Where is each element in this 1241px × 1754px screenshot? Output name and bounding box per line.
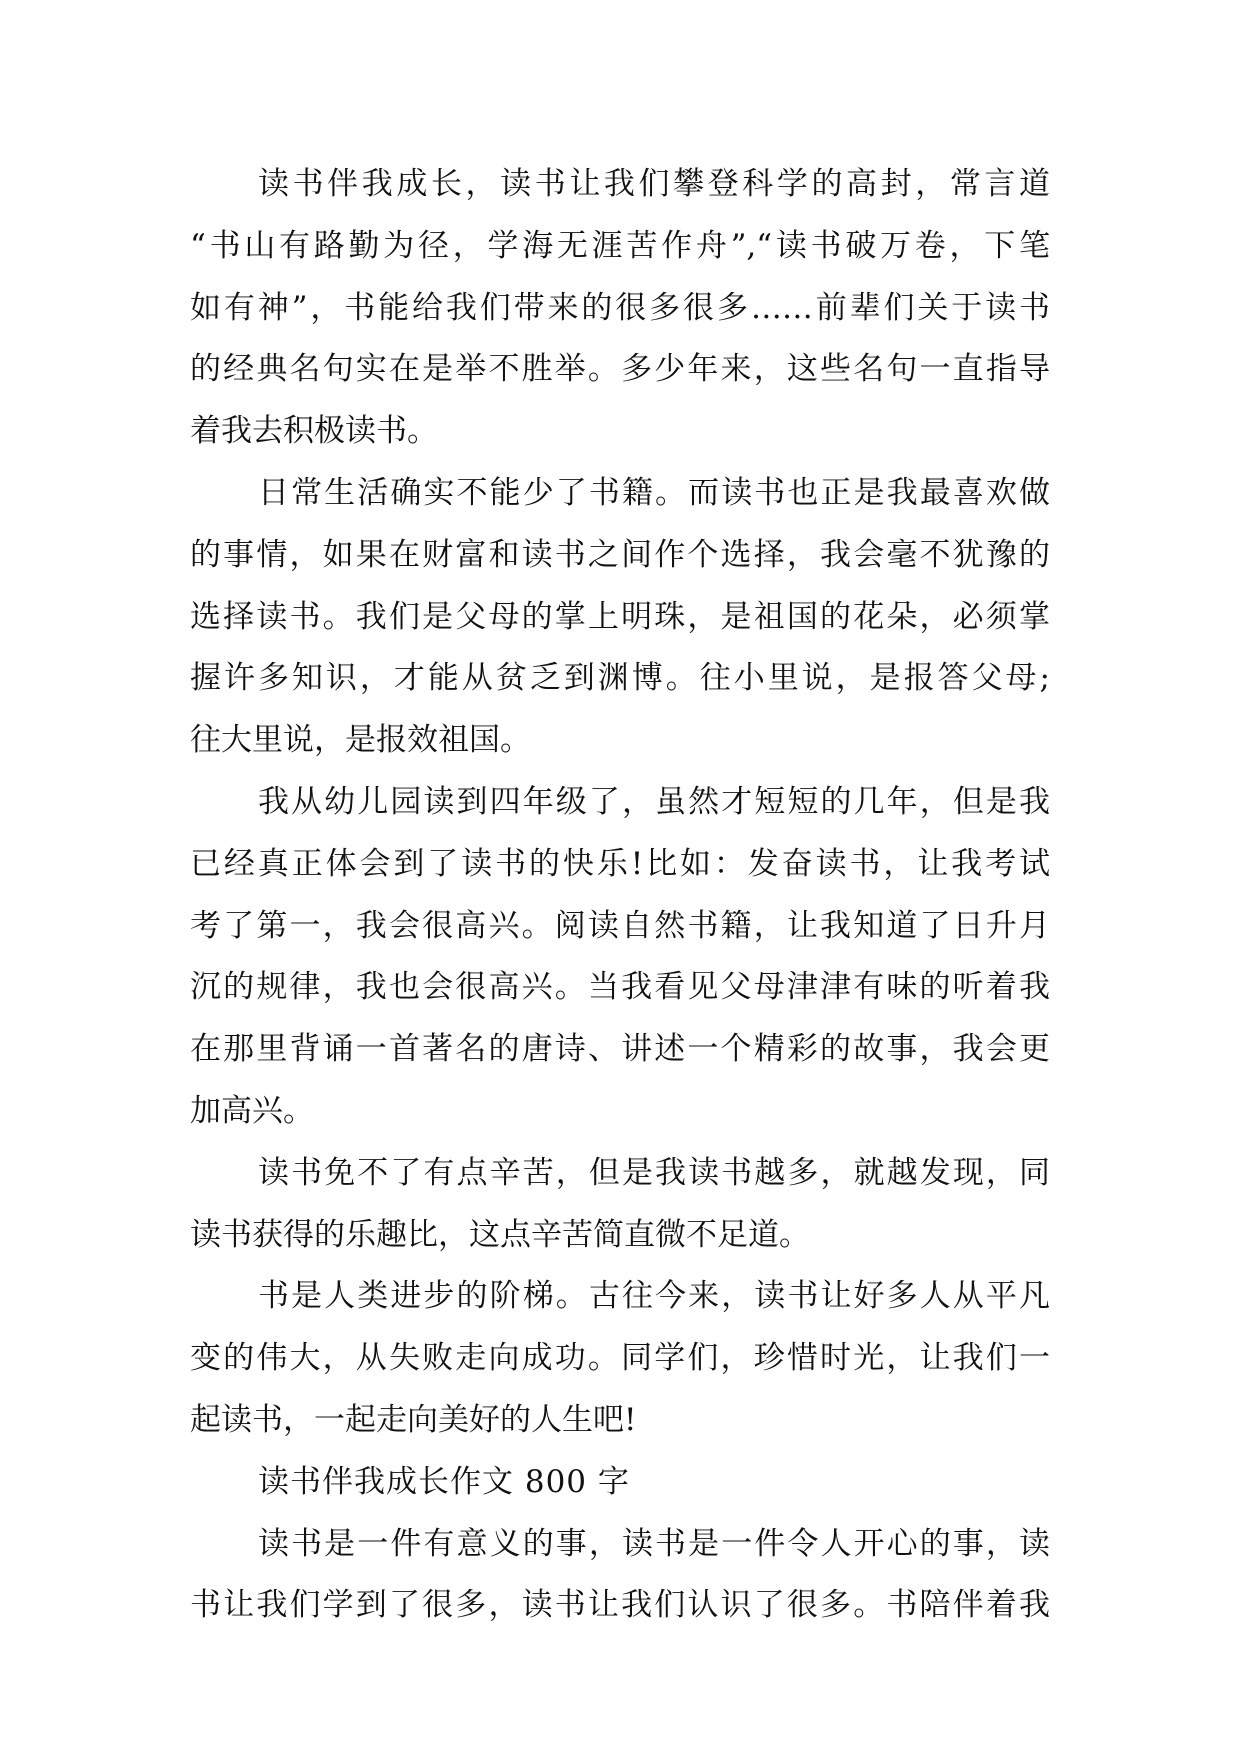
- text-line: 已经真正体会到了读书的快乐!比如：发奋读书，让我考试: [190, 845, 1050, 882]
- text-line: 考了第一，我会很高兴。阅读自然书籍，让我知道了日升月: [190, 907, 1050, 944]
- section-heading: 读书伴我成长作文 800 字: [258, 1463, 630, 1500]
- text-line: 选择读书。我们是父母的掌上明珠，是祖国的花朵，必须掌: [190, 598, 1050, 635]
- text-line: “书山有路勤为径，学海无涯苦作舟”,“读书破万卷，下笔: [190, 227, 1050, 264]
- text-line: 日常生活确实不能少了书籍。而读书也正是我最喜欢做: [258, 474, 1050, 511]
- text-line: 读书免不了有点辛苦，但是我读书越多，就越发现，同: [258, 1154, 1050, 1191]
- text-line: 如有神”，书能给我们带来的很多很多……前辈们关于读书: [190, 289, 1050, 326]
- document-body: [190, 154, 1050, 1637]
- text-line: 读书获得的乐趣比，这点辛苦简直微不足道。: [190, 1216, 810, 1253]
- text-line: 读书是一件有意义的事，读书是一件令人开心的事，读: [258, 1525, 1050, 1562]
- text-line: 书是人类进步的阶梯。古往今来，读书让好多人从平凡: [258, 1278, 1050, 1315]
- text-line: 加高兴。: [190, 1092, 314, 1129]
- text-line: 沉的规律，我也会很高兴。当我看见父母津津有味的听着我: [190, 969, 1050, 1006]
- text-line: 读书伴我成长，读书让我们攀登科学的高封，常言道: [258, 166, 1050, 202]
- text-line: 的事情，如果在财富和读书之间作个选择，我会毫不犹豫的: [190, 536, 1050, 573]
- text-line: 的经典名句实在是举不胜举。多少年来，这些名句一直指导: [190, 351, 1050, 388]
- text-line: 起读书，一起走向美好的人生吧!: [190, 1401, 637, 1438]
- text-line: 在那里背诵一首著名的唐诗、讲述一个精彩的故事，我会更: [190, 1031, 1050, 1068]
- text-line: 往大里说，是报效祖国。: [190, 722, 531, 759]
- text-line: 我从幼儿园读到四年级了，虽然才短短的几年，但是我: [258, 783, 1050, 820]
- text-line: 着我去积极读书。: [190, 413, 438, 450]
- text-line: 变的伟大，从失败走向成功。同学们，珍惜时光，让我们一: [190, 1340, 1050, 1377]
- text-line: 握许多知识，才能从贫乏到渊博。往小里说，是报答父母;: [190, 660, 1050, 697]
- text-line: 书让我们学到了很多，读书让我们认识了很多。书陪伴着我: [190, 1587, 1050, 1624]
